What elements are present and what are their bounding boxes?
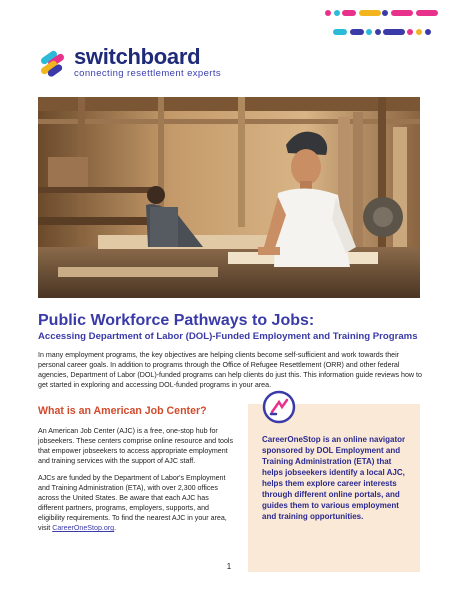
dots-row-top [325, 10, 438, 16]
section-heading: What is an American Job Center? [38, 405, 207, 417]
section-paragraph-1: An American Job Center (AJC) is a free, one-stop hub for jobseekers. These centers comprise online resource and tools that empower jobseekers to access appropriate employment and training services with the support of AJC staff. [38, 427, 234, 465]
dots-row-bottom [333, 29, 431, 35]
section-paragraph-2: AJCs are funded by the Department of Labor's Employment and Training Administration (ETA), with over 2,300 offices across the United States. Be aware that each AJC has different partners, programs, employers, supports, and eligibility requirements. To find the nearest AJC in your area, visit CareerOneStop.org. [38, 474, 227, 532]
page-number: 1 [226, 562, 232, 571]
careeronestop-link[interactable]: CareerOneStop.org [52, 524, 115, 532]
switchboard-logo-mark-icon [38, 48, 68, 78]
logo-tagline: connecting resettlement experts [74, 68, 222, 79]
section-paragraph-2-text: AJCs are funded by the Department of Labor's Employment and Training Administration (ETA), with over 2,300 offices across the United States. Be aware that each AJC has different partners, programs, employers, supports, and eligibility requirements. To find the nearest AJC in your area, visit [38, 474, 227, 532]
careeronestop-icon [262, 390, 296, 424]
intro-paragraph: In many employment programs, the key objectives are helping clients become self-sufficient and work towards their personal career goals. In addition to programs through the Office of Refugee Resettlement (ORR) and other federal agencies, Department of Labor (DOL)-funded programs can help clients do just this. This information guide reviews how to get started in exploring and accessing DOL-funded programs in your area. [38, 351, 422, 389]
callout-text: CareerOneStop is an online navigator sponsored by DOL Employment and Training Administration (ETA) that helps jobseekers identify a local AJC, helps them explore career interests through different online portals, and guides them to various employment and training opportunities. [262, 435, 406, 521]
page-title: Public Workforce Pathways to Jobs: [38, 312, 315, 329]
careeronestop-callout [248, 404, 420, 572]
switchboard-logo [38, 46, 221, 82]
workshop-photo [38, 97, 420, 298]
decorative-dots [325, 8, 440, 38]
page-subtitle: Accessing Department of Labor (DOL)-Funded Employment and Training Programs [38, 331, 418, 342]
logo-name: switchboard [74, 44, 201, 69]
ajc-section [38, 405, 236, 540]
